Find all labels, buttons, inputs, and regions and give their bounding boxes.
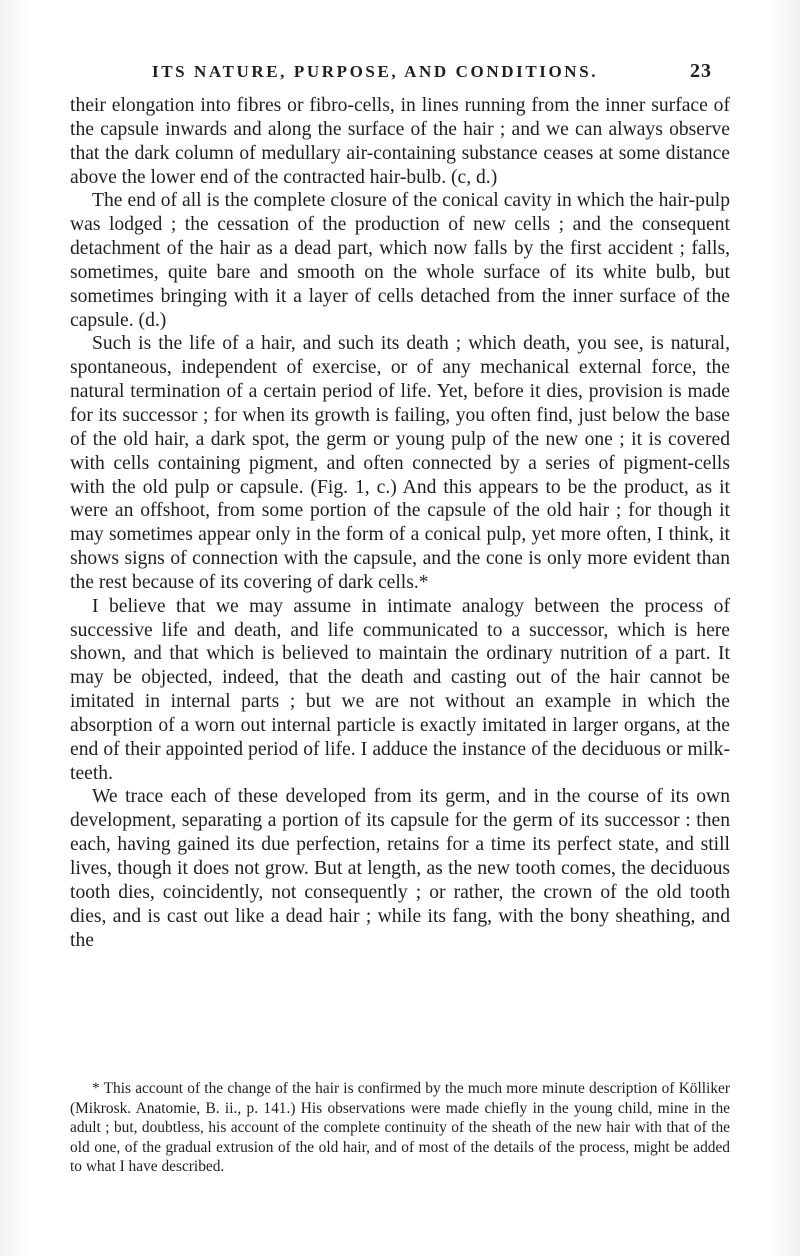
paragraph: I believe that we may assume in intimate analogy between the process of successive life and death, and life communicated to a successor, which is here shown, and that which is believed to maintain the ordinary nutrition of a part. It may be objected, indeed, that the death and casting out of the hair cannot be imitated in internal parts ; but we are not without an example in which the absorption of a worn out internal particle is exactly imitated in larger organs, at the end of their appointed period of life. I adduce the instance of the deciduous or milk-teeth. [70,595,730,784]
running-title: ITS NATURE, PURPOSE, AND CONDITIONS. [152,62,599,81]
body-text [70,94,730,952]
page-number: 23 [690,60,712,82]
running-header [152,62,712,84]
paragraph-continued: their elongation into fibres or fibro-cells, in lines running from the inner surface of the capsule inwards and along the surface of the hair ; and we can always observe that the dark column of medullary air-containing substance ceases at some distance above the lower end of the contracted hair-bulb. (c, d.) [70,95,730,188]
paragraph: We trace each of these developed from its germ, and in the course of its own development, separating a portion of its capsule for the germ of its successor : then each, having gained its due perfection, retains for a time its perfect state, and still lives, though it does not grow. But at length, as the new tooth comes, the deciduous tooth dies, coincidently, not consequently ; or rather, the crown of the old tooth dies, and is cast out like a dead hair ; while its fang, with the bony sheathing, and the [70,786,730,951]
footnote [70,1079,730,1177]
footnote-text: * This account of the change of the hair is confirmed by the much more minute description of Kölliker (Mikrosk. Anatomie, B. ii., p. 141.) His observations were made chiefly in the young child, mine in the adult ; but, doubtless, his account of the complete continuity of the sheath of the new hair with that of the old one, of the gradual extrusion of the old hair, and of most of the details of the process, might be added to what I have described. [70,1080,730,1175]
paragraph: Such is the life of a hair, and such its death ; which death, you see, is natural, spontaneous, independent of exercise, or of any mechanical external force, the natural termination of a certain period of life. Yet, before it dies, provision is made for its successor ; for when its growth is failing, you often find, just below the base of the old hair, a dark spot, the germ or young pulp of the new one ; it is covered with cells containing pigment, and often connected by a series of pigment-cells with the old pulp or capsule. (Fig. 1, c.) And this appears to be the product, as it were an offshoot, from some portion of the capsule of the old hair ; for though it may sometimes appear only in the form of a conical pulp, yet more often, I think, it shows signs of connection with the capsule, and the cone is only more evident than the rest because of its covering of dark cells.* [70,333,730,593]
paragraph: The end of all is the complete closure of the conical cavity in which the hair-pulp was lodged ; the cessation of the production of new cells ; and the consequent detachment of the hair as a dead part, which now falls by the first accident ; falls, sometimes, quite bare and smooth on the whole surface of its white bulb, but sometimes bringing with it a layer of cells detached from the inner surface of the capsule. (d.) [70,190,730,331]
